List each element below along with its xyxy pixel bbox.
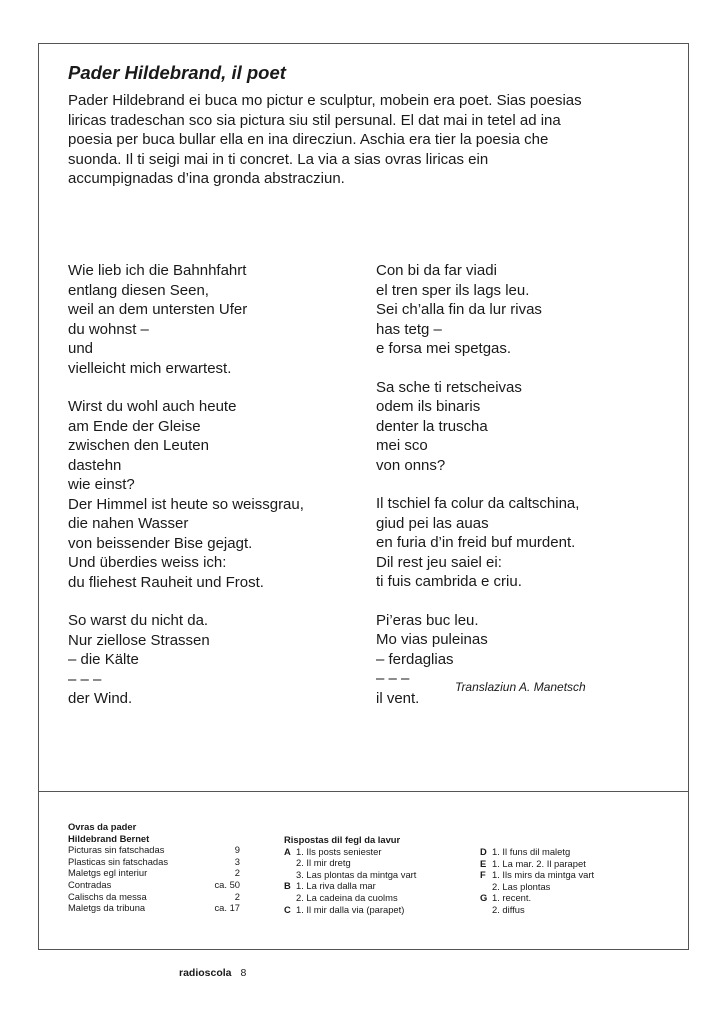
works-heading: Ovras da pader [68,821,137,832]
works-row [68,844,240,856]
poem-line: Wirst du wohl auch heute [68,398,237,415]
answer-row [284,880,416,892]
answer-letter: B [284,880,291,892]
works-label: Calischs da messa [68,890,147,902]
poem-line: Sei ch’alla fin da lur rivas [376,301,542,318]
works-value: ca. 50 [214,878,240,890]
poem-line: Und überdies weiss ich: [68,554,227,571]
answer-row [284,869,416,881]
answers-heading: Rispostas dil fegl da lavur [284,834,401,845]
poem-line: il vent. [376,689,420,707]
translator-credit: Translaziun A. Manetsch [455,680,586,694]
poem-line: weil an dem untersten Ufer [68,301,248,318]
answer-text: 2. diffus [492,903,525,915]
poem-line: denter la truscha [376,417,488,435]
answer-letter: E [480,857,487,869]
poem-stanza [68,397,304,592]
poem-line: odem ils binaris [376,398,481,415]
poem-line: – ferdaglias [376,650,454,668]
poem-line: du fliehest Rauheit und Frost. [68,573,264,591]
poem-line: Der Himmel ist heute so weissgrau, [68,495,304,513]
poem-line: mei sco [376,437,428,454]
poem-line: von beissender Bise gejagt. [68,534,253,552]
answer-text: 2. La cadeina da cuolms [296,891,398,903]
intro-paragraph [68,91,668,189]
answer-row [284,904,416,916]
answer-row [284,857,416,869]
poem-line: So warst du nicht da. [68,612,209,629]
poem-line: e forsa mei spetgas. [376,340,512,357]
poem-stanza [68,611,304,709]
answer-row [284,892,416,904]
poem-line: Pi’eras buc leu. [376,611,479,629]
answer-row [480,892,594,904]
poem-line: Sa sche ti retscheivas [376,378,522,396]
answer-text: 1. Il mir dalla via (parapet) [296,903,405,915]
poem-line: – – – [68,670,102,688]
page-footer [179,967,246,979]
answer-letter: C [284,903,291,915]
poem-line: am Ende der Gleise [68,417,201,435]
poem-line: – die Kälte [68,651,139,668]
answers-column-2 [480,846,594,916]
poem-line: el tren sper ils lags leu. [376,281,530,299]
answer-row [480,869,594,881]
answer-text: 1. Ils mirs da mintga vart [492,869,595,881]
answer-letter: F [480,869,486,881]
poem-romansh [376,261,579,708]
answer-row [480,846,594,858]
works-value: 3 [234,855,240,867]
works-row [68,891,240,903]
answers-column-1 [284,834,416,915]
article-title: Pader Hildebrand, il poet [68,62,286,83]
page-number: 8 [240,967,247,979]
works-label: Maletgs egl interiur [68,867,148,879]
intro-line: Pader Hildebrand ei buca mo pictur e sculptur, mobein era poet. Sias poesias [68,92,582,109]
poem-stanza [376,261,579,359]
poem-line: und [68,340,94,357]
answer-letter [480,881,492,893]
answer-text: 1. Ils posts seniester [296,845,382,857]
poem-line: die nahen Wasser [68,515,189,532]
answer-text: 1. La riva dalla mar [296,880,376,892]
poem-stanza [68,261,304,378]
works-label: Maletgs da tribuna [68,902,146,914]
poem-stanza [376,378,579,476]
works-row [68,902,240,914]
answer-letter [284,869,296,881]
poem-line: Con bi da far viadi [376,262,497,279]
poem-stanza [376,494,579,592]
answer-letter: D [480,846,487,857]
works-label: Contradas [68,878,112,890]
answer-text: 1. Il funs dil maletg [492,846,571,857]
poem-line: dastehn [68,456,122,474]
poem-line: giud pei las auas [376,514,489,532]
intro-line: poesia per buca bullar ella en ina direcziun. Aschia era tier la poesia che [68,131,549,148]
poem-line: – – – [376,670,410,687]
answer-text: 1. La mar. 2. Il parapet [492,857,586,869]
works-heading: Hildebrand Bernet [68,832,150,844]
poem-line: has tetg – [376,320,442,338]
answer-text: 1. recent. [492,892,532,904]
poem-line: Mo vias puleinas [376,631,488,648]
works-row [68,867,240,879]
poem-line: ti fuis cambrida e criu. [376,573,522,590]
answer-letter [480,904,492,916]
answer-text: 2. Il mir dretg [296,857,351,869]
poem-line: du wohnst – [68,320,149,338]
answer-text: 3. Las plontas da mintga vart [296,868,417,880]
poem-line: en furia d’in freid buf murdent. [376,534,576,551]
answer-letter [284,892,296,904]
answer-row [480,904,594,916]
works-value: 9 [234,844,240,856]
intro-line: suonda. Il ti seigi mai in ti concret. La via a sias ovras liricas ein [68,150,489,168]
answer-letter: G [480,892,488,904]
works-row [68,856,240,868]
works-value: 2 [234,867,240,879]
answer-row [284,846,416,858]
works-list [68,821,240,914]
works-label: Plasticas sin fatschadas [68,855,169,867]
publication-name: radioscola [179,967,232,979]
poem-line: Dil rest jeu saiel ei: [376,553,502,571]
poem-line: zwischen den Leuten [68,437,209,454]
works-row [68,879,240,891]
section-divider [38,791,689,792]
poem-line: Wie lieb ich die Bahnhfahrt [68,262,247,279]
works-value: 2 [234,890,240,902]
poem-line: vielleicht mich erwartest. [68,359,232,377]
answer-text: 2. Las plontas [492,880,551,892]
answer-row [480,858,594,870]
poem-line: Nur ziellose Strassen [68,631,210,649]
intro-line: accumpignadas d’ina gronda abstracziun. [68,170,345,187]
poem-line: entlang diesen Seen, [68,281,209,299]
answer-letter: A [284,845,291,857]
intro-line: liricas tradeschan sco sia pictura siu stil persunal. El dat mai in tetel ad ina [68,111,561,129]
poem-line: wie einst? [68,476,135,493]
answer-row [480,881,594,893]
poem-line: Il tschiel fa colur da caltschina, [376,495,580,512]
works-value: ca. 17 [214,902,240,914]
answer-letter [284,857,296,869]
works-label: Picturas sin fatschadas [68,844,165,856]
poem-german [68,261,304,709]
poem-line: der Wind. [68,690,133,707]
poem-line: von onns? [376,456,446,474]
